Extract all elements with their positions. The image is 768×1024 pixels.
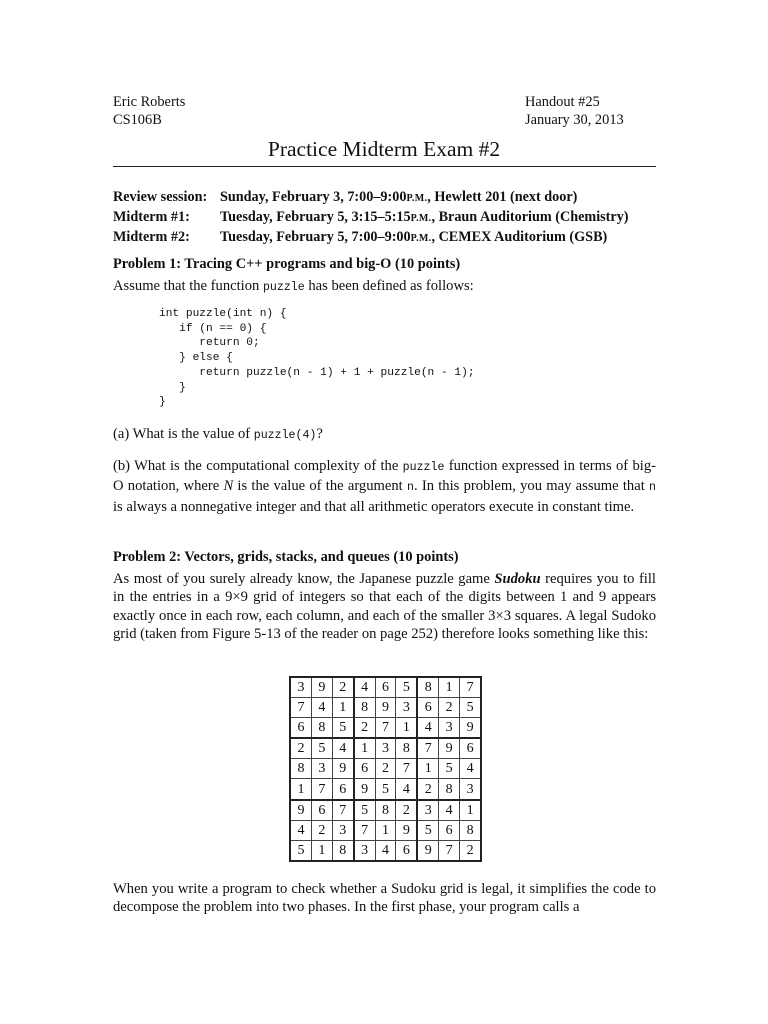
grid-cell: 4	[375, 840, 396, 861]
grid-cell: 7	[332, 800, 353, 821]
grid-cell: 1	[417, 759, 438, 779]
handout-number: Handout #25	[525, 94, 600, 110]
question-text: (b) What is the computational complexity of the	[113, 458, 403, 474]
grid-cell: 7	[460, 677, 481, 698]
session-row	[113, 228, 629, 248]
inline-code: puzzle	[402, 461, 445, 474]
grid-cell: 6	[290, 718, 311, 739]
grid-cell: 9	[354, 779, 375, 800]
grid-cell: 3	[290, 677, 311, 698]
question-text: . In this problem, you may assume that	[413, 478, 650, 495]
grid-cell: 6	[439, 820, 460, 840]
session-details	[220, 208, 629, 228]
grid-cell: 7	[290, 698, 311, 718]
session-time-suffix: P.M.	[406, 193, 428, 204]
grid-cell: 9	[375, 698, 396, 718]
problem1-intro	[113, 277, 656, 297]
grid-cell: 7	[417, 738, 438, 759]
grid-cell: 9	[417, 840, 438, 861]
grid-cell: 8	[290, 759, 311, 779]
session-label: Midterm #1:	[113, 209, 190, 225]
grid-cell: 9	[332, 759, 353, 779]
grid-cell: 3	[460, 779, 481, 800]
session-time: Sunday, February 3, 7:00–9:00	[220, 189, 407, 205]
course: CS106B	[113, 112, 162, 128]
session-time-suffix: P.M.	[410, 213, 432, 224]
question-text: (a) What is the value of	[113, 426, 254, 442]
paragraph-text: requires you to fill in the entries in a 9×9 grid of integers so that each of the digits between 1 and 9 appears exactly once in each row, each column, and each of the smaller 3×3 squares. A legal Sudoko grid (taken from Figure 5-13 of the reader on page 252) therefore looks something like this:	[113, 571, 656, 642]
grid-cell: 4	[396, 779, 417, 800]
emphasis-term: Sudoku	[494, 571, 541, 587]
grid-cell: 9	[460, 718, 481, 739]
grid-cell: 2	[332, 677, 353, 698]
grid-cell: 8	[311, 718, 332, 739]
grid-row	[290, 820, 481, 840]
grid-cell: 1	[311, 840, 332, 861]
grid-row	[290, 738, 481, 759]
grid-cell: 2	[396, 800, 417, 821]
session-details	[220, 228, 607, 248]
grid-cell: 3	[439, 718, 460, 739]
session-row	[113, 208, 629, 228]
grid-cell: 3	[375, 738, 396, 759]
handout-date: January 30, 2013	[525, 112, 624, 128]
grid-cell: 8	[375, 800, 396, 821]
session-time-suffix: P.M.	[410, 233, 432, 244]
grid-cell: 4	[417, 718, 438, 739]
grid-cell: 3	[311, 759, 332, 779]
grid-cell: 4	[460, 759, 481, 779]
grid-cell: 8	[332, 840, 353, 861]
grid-cell: 2	[311, 820, 332, 840]
grid-cell: 5	[396, 677, 417, 698]
problem1-title: Problem 1: Tracing C++ programs and big-O (10 points)	[113, 256, 461, 272]
session-details	[220, 188, 577, 208]
grid-cell: 6	[396, 840, 417, 861]
grid-cell: 2	[417, 779, 438, 800]
problem1-part-a	[113, 425, 656, 445]
grid-cell: 5	[460, 698, 481, 718]
session-time: Tuesday, February 5, 3:15–5:15	[220, 209, 411, 225]
grid-cell: 5	[354, 800, 375, 821]
grid-cell: 5	[439, 759, 460, 779]
inline-code: puzzle	[262, 281, 305, 294]
session-location: , Braun Auditorium (Chemistry)	[431, 209, 629, 225]
session-location: , CEMEX Auditorium (GSB)	[431, 229, 608, 245]
code-listing: int puzzle(int n) { if (n == 0) { return 0; } else { return puzzle(n - 1) + 1 + puzzle(n - 1); } }	[159, 308, 475, 409]
grid-cell: 5	[311, 738, 332, 759]
session-location: , Hewlett 201 (next door)	[427, 189, 578, 205]
grid-cell: 1	[290, 779, 311, 800]
grid-cell: 2	[290, 738, 311, 759]
grid-cell: 7	[439, 840, 460, 861]
grid-cell: 3	[354, 840, 375, 861]
math-variable: N	[223, 478, 234, 495]
header-right	[525, 93, 624, 129]
grid-row	[290, 677, 481, 698]
session-schedule	[113, 188, 629, 248]
inline-code: puzzle(4)	[253, 429, 317, 442]
grid-row	[290, 800, 481, 821]
grid-row	[290, 840, 481, 861]
grid-cell: 8	[460, 820, 481, 840]
grid-cell: 2	[439, 698, 460, 718]
grid-cell: 9	[396, 820, 417, 840]
grid-row	[290, 718, 481, 739]
grid-cell: 1	[396, 718, 417, 739]
grid-cell: 1	[460, 800, 481, 821]
question-text: ?	[316, 426, 323, 442]
grid-cell: 9	[311, 677, 332, 698]
session-time: Tuesday, February 5, 7:00–9:00	[220, 229, 411, 245]
question-text: is always a nonnegative integer and that all arithmetic operators execute in constant time.	[113, 498, 635, 515]
grid-row	[290, 779, 481, 800]
grid-cell: 5	[290, 840, 311, 861]
problem2-title: Problem 2: Vectors, grids, stacks, and queues (10 points)	[113, 549, 459, 565]
grid-cell: 4	[332, 738, 353, 759]
problem2-intro	[113, 570, 656, 643]
author: Eric Roberts	[113, 94, 186, 110]
grid-cell: 6	[375, 677, 396, 698]
inline-code: n	[406, 481, 414, 495]
grid-cell: 6	[417, 698, 438, 718]
header-left	[113, 93, 185, 129]
question-text: function expressed in terms of big-O notation, where	[113, 458, 656, 495]
grid-cell: 4	[290, 820, 311, 840]
title-divider	[113, 166, 656, 167]
grid-cell: 9	[290, 800, 311, 821]
page-title: Practice Midterm Exam #2	[267, 137, 501, 161]
sudoku-grid	[289, 676, 482, 862]
grid-cell: 1	[332, 698, 353, 718]
grid-cell: 8	[354, 698, 375, 718]
grid-cell: 2	[460, 840, 481, 861]
problem2-continuation: When you write a program to check whether a Sudoku grid is legal, it simplifies the code to decompose the problem into two phases. In the first phase, your program calls a	[113, 881, 656, 916]
grid-cell: 3	[417, 800, 438, 821]
intro-text: Assume that the function	[113, 278, 263, 294]
grid-cell: 8	[417, 677, 438, 698]
grid-cell: 7	[311, 779, 332, 800]
grid-cell: 7	[396, 759, 417, 779]
question-text: is the value of the argument	[233, 478, 407, 495]
session-label: Midterm #2:	[113, 229, 190, 245]
grid-cell: 2	[375, 759, 396, 779]
session-row	[113, 188, 629, 208]
grid-cell: 7	[375, 718, 396, 739]
grid-cell: 3	[396, 698, 417, 718]
grid-cell: 1	[375, 820, 396, 840]
grid-cell: 5	[417, 820, 438, 840]
grid-row	[290, 698, 481, 718]
grid-cell: 1	[354, 738, 375, 759]
intro-text: has been defined as follows:	[304, 278, 474, 294]
grid-cell: 5	[375, 779, 396, 800]
grid-cell: 4	[311, 698, 332, 718]
grid-cell: 6	[460, 738, 481, 759]
grid-cell: 6	[354, 759, 375, 779]
grid-cell: 1	[439, 677, 460, 698]
inline-code: n	[649, 481, 656, 495]
grid-cell: 7	[354, 820, 375, 840]
grid-cell: 4	[439, 800, 460, 821]
grid-cell: 8	[396, 738, 417, 759]
grid-cell: 4	[354, 677, 375, 698]
problem1-part-b	[113, 457, 656, 516]
grid-cell: 3	[332, 820, 353, 840]
session-label: Review session:	[113, 189, 208, 205]
grid-cell: 5	[332, 718, 353, 739]
paragraph-text: As most of you surely already know, the Japanese puzzle game	[113, 571, 495, 587]
grid-cell: 6	[332, 779, 353, 800]
grid-cell: 6	[311, 800, 332, 821]
grid-cell: 9	[439, 738, 460, 759]
grid-cell: 2	[354, 718, 375, 739]
grid-cell: 8	[439, 779, 460, 800]
grid-row	[290, 759, 481, 779]
